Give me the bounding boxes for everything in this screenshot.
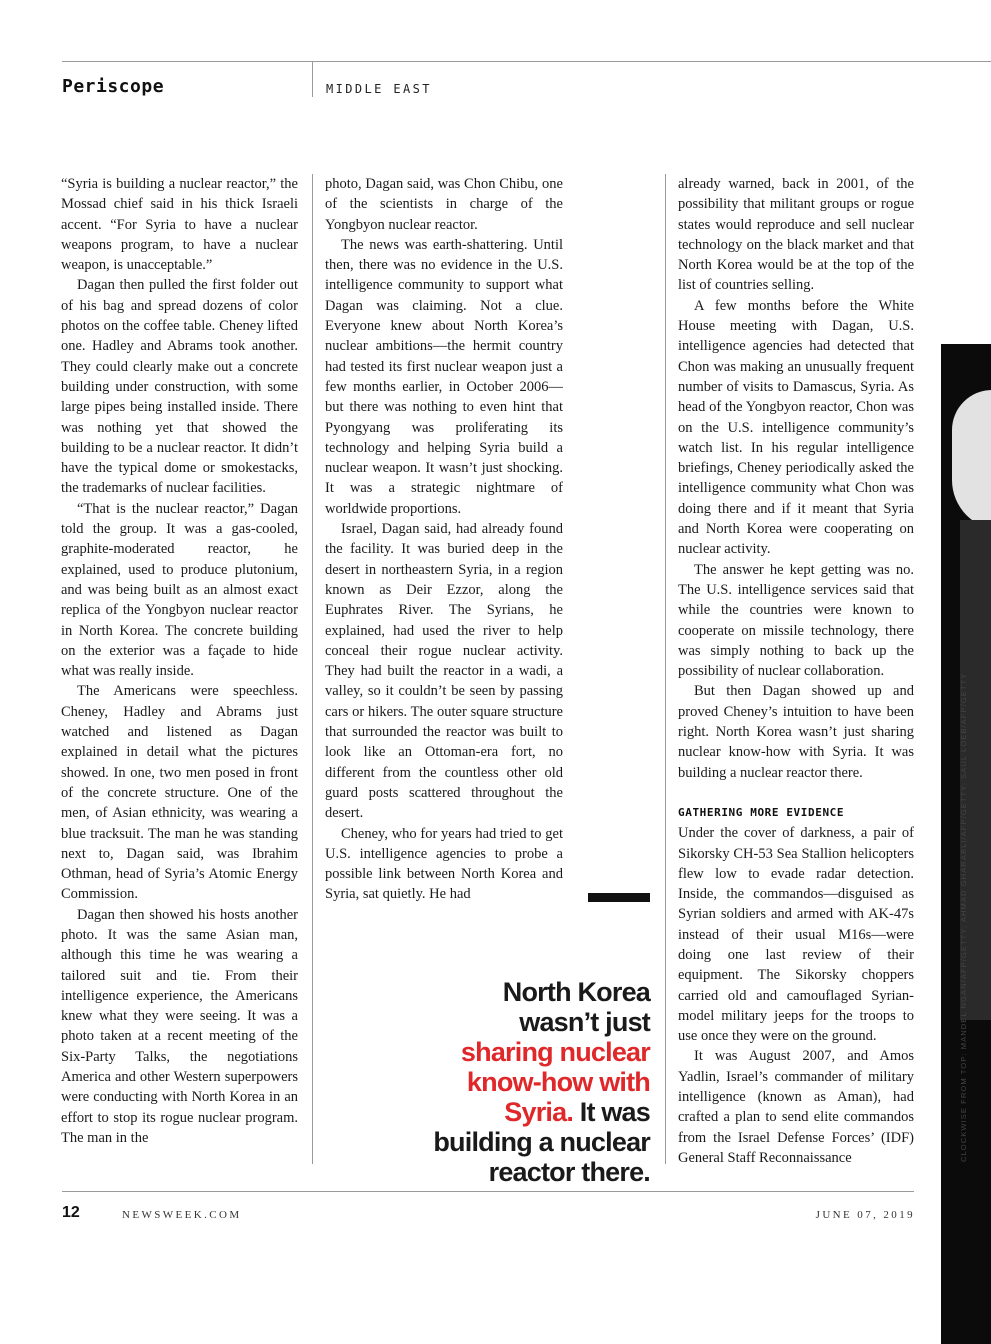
issue-date: JUNE 07, 2019 <box>815 1209 915 1221</box>
paragraph: The Americans were speechless. Cheney, Hadley and Abrams just watched and listened as Dagan explained in detail what the pictures showed. In one, two men posed in front of the concrete structure. One of the men, of Asian ethnicity, was wearing a blue tracksuit. The man he was standing next to, Dagan said, was Ibrahim Othman, head of Syria’s Atomic Energy Commission. <box>61 683 298 903</box>
article-column-3 <box>678 174 914 1174</box>
pullquote-line: building a nuclear <box>433 1127 650 1157</box>
paragraph: A few months before the White House meeting with Dagan, U.S. intelligence agencies had detected that Chon was making an unusually frequent number of visits to Damascus, Syria. As head of the Yongbyon reactor, Chon was on the U.S. intelligence community’s watch list. In his regular intelligence briefings, Cheney periodically asked the intelligence community what Chon was doing there and if it meant that Syria and North Korea were cooperating on nuclear activity. <box>678 297 914 558</box>
pullquote-line-highlight: sharing nuclear <box>460 1037 650 1067</box>
bottom-rule <box>62 1191 914 1192</box>
article-column-2 <box>325 174 563 909</box>
article-column-1 <box>61 174 298 1174</box>
pullquote-line: wasn’t just <box>519 1007 650 1037</box>
topic-label: MIDDLE EAST <box>326 82 432 96</box>
paragraph: Dagan then showed his hosts another photo. It was the same Asian man, although this time he was wearing a tailored suit and tie. From their intelligence experience, the Americans knew what they were seeing. It was a photo taken at a recent meeting of the Six-Party Talks, the negotiations America and other Western superpowers were conducting with North Korea in an effort to stop its rogue nuclear program. The man in the <box>61 906 298 1146</box>
pullquote-line <box>350 1097 650 1127</box>
pullquote-bar <box>588 893 650 902</box>
paragraph: It was August 2007, and Amos Yadlin, Israel’s commander of military intelligence (known as Aman), had crafted a plan to send elite commandos from the Israel Defense Forces’ (IDF) General Staff Reconnaissance <box>678 1048 914 1166</box>
paragraph: Israel, Dagan said, had already found the facility. It was buried deep in the desert in northeastern Syria, in a region known as Deir Ezzor, along the Euphrates River. The Syrians, he explained, had used the river to help conceal their rogue nuclear activity. They had built the reactor in a wadi, a valley, so it couldn’t be seen by passing cars or hikers. The outer square structure that surrounded the reactor was built to look like an Ottoman-era fort, no different from the countless other old guard posts scattered throughout the desert. <box>325 521 563 822</box>
paragraph: Cheney, who for years had tried to get U.S. intelligence agencies to probe a possible link between North Korea and Syria, sat quietly. He had <box>325 825 563 903</box>
paragraph: already warned, back in 2001, of the possibility that militant groups or rogue states would reproduce and sell nuclear technology on the black market and that North Korea would be at the top of the list of countries selling. <box>678 176 914 294</box>
pullquote-line: reactor there. <box>488 1157 650 1187</box>
section-title: Periscope <box>62 76 165 97</box>
paragraph: But then Dagan showed up and proved Cheney’s intuition to have been right. North Korea wasn’t just sharing nuclear know-how with Syria. It was building a nuclear reactor there. <box>678 683 914 781</box>
header-divider <box>312 61 313 97</box>
paragraph: “Syria is building a nuclear reactor,” the Mossad chief said in his thick Israeli accent. “For Syria to have a nuclear weapons program, to have a nuclear weapon, is unacceptable.” <box>61 176 298 274</box>
paragraph: “That is the nuclear reactor,” Dagan told the group. It was a gas-cooled, graphite-moderated reactor, he explained, used to produce plutonium, and was being built as an almost exact replica of the Yongbyon nuclear reactor in North Korea. The concrete building on the exterior was a façade to hide what was really inside. <box>61 500 298 680</box>
pullquote-highlight: Syria. <box>504 1097 574 1127</box>
column-divider-1 <box>312 174 313 1164</box>
pullquote <box>350 977 650 1187</box>
paragraph: The answer he kept getting was no. The U.S. intelligence services said that while the countries were known to cooperate on missile technology, there was simply nothing to back up the possibility of nuclear collaboration. <box>678 561 914 680</box>
photo-credit: CLOCKWISE FROM TOP: MANDEL NGAN/AFP/GETTY; AHMAD GHARABLI/AFP/GETTY; SAUL LOEB/AFP/GETTY <box>959 672 968 1162</box>
pullquote-line: North Korea <box>502 977 650 1007</box>
paragraph: Under the cover of darkness, a pair of Sikorsky CH-53 Sea Stallion helicopters flew low to evade radar detection. Inside, the commandos—disguised as Syrian soldiers and armed with AK-47s instead of their usual M16s—were doing one last review of their equipment. The Sikorsky choppers carried old and camouflaged Syrian-model military jeeps for the troops to use once they were on the ground. <box>678 825 914 1045</box>
paragraph: photo, Dagan said, was Chon Chibu, one of the scientists in charge of the Yongbyon nuclear reactor. <box>325 176 563 233</box>
site-url: NEWSWEEK.COM <box>122 1209 242 1221</box>
top-rule <box>62 61 991 62</box>
page-number: 12 <box>62 1204 80 1221</box>
paragraph: Dagan then pulled the first folder out of his bag and spread dozens of color photos on the coffee table. Cheney lifted one. Hadley and Abrams took another. They could clearly make out a concrete building under construction, with some large pipes being installed inside. There was nothing yet that showed the building to be a nuclear reactor. It didn’t have the typical dome or smokestacks, the trademarks of nuclear facilities. <box>61 277 298 497</box>
column-divider-2 <box>665 174 666 1164</box>
pullquote-line-highlight: know-how with <box>466 1067 650 1097</box>
subhead: GATHERING MORE EVIDENCE <box>678 805 845 819</box>
pullquote-text: It was <box>573 1097 650 1127</box>
paragraph: The news was earth-shattering. Until then, there was no evidence in the U.S. intelligence community to support what Dagan was claiming. Not a clue. Everyone knew about North Korea’s nuclear ambitions—the hermit country had tested its first nuclear weapon just a few months earlier, in October 2006—but there was nothing to even hint that Pyongyang was proliferating its technology and helping Syria build a nuclear weapon. It wasn’t just shocking. It was a strategic nightmare of worldwide proportions. <box>325 236 563 517</box>
